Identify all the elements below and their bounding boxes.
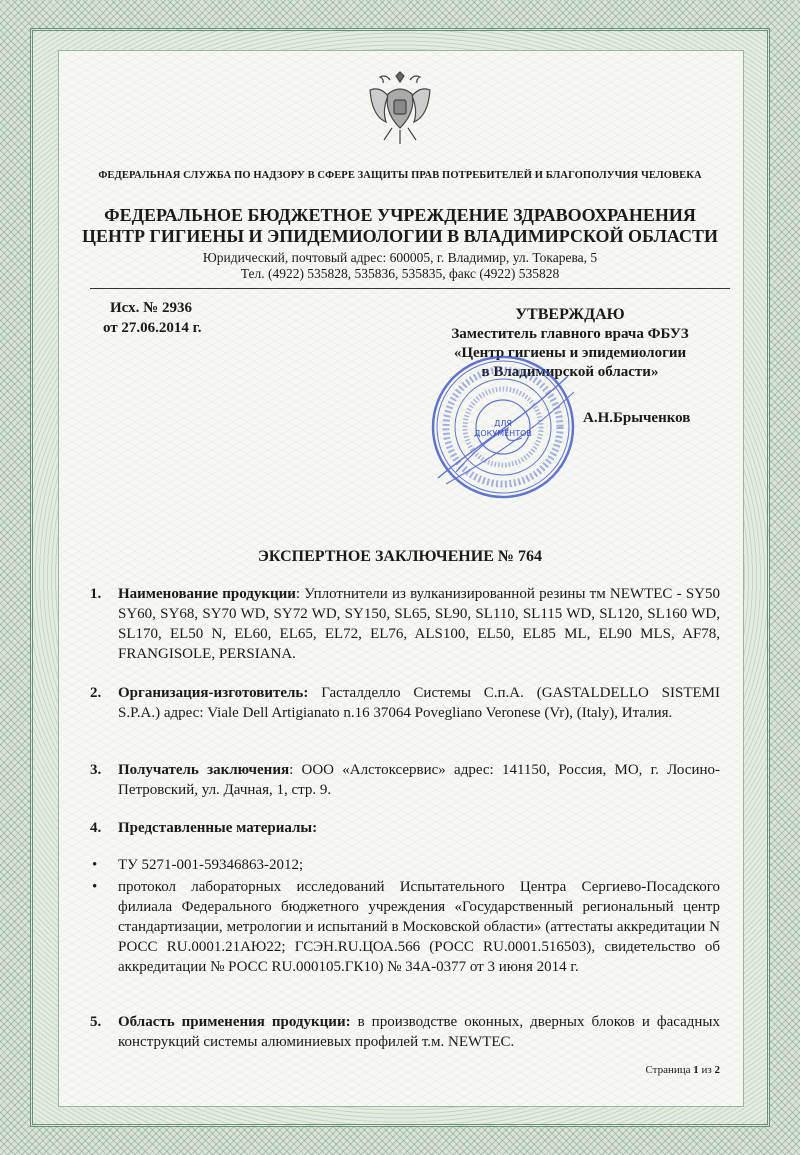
signer-name: А.Н.Брыченков: [583, 410, 691, 426]
stamp-text-bottom: ДОКУМЕНТОВ: [474, 429, 532, 438]
item-number: 1.: [90, 586, 102, 602]
list-item: [90, 855, 720, 875]
approval-title: УТВЕРЖДАЮ: [515, 306, 625, 323]
item-number: 3.: [90, 762, 102, 778]
item-manufacturer: [90, 683, 720, 723]
item-text: в производстве оконных, дверных блоков и фасадных конструкций системы алюминиевых профилей т.м. NEWTEC.: [118, 1014, 721, 1050]
double-headed-eagle-emblem-icon: [362, 68, 438, 150]
item-materials: [90, 818, 720, 838]
approval-line-1: Заместитель главного врача ФБУЗ: [451, 326, 689, 342]
item-text: : ООО «Алстоксервис» адрес: 141150, Россия, МО, г. Лосино-Петровский, ул. Дачная, 1, стр. 9.: [118, 762, 720, 798]
item-number: 4.: [90, 820, 102, 836]
item-label: Область применения продукции:: [118, 1014, 351, 1030]
header-divider: [90, 288, 730, 289]
institution-name-line-1: ФЕДЕРАЛЬНОЕ БЮДЖЕТНОЕ УЧРЕЖДЕНИЕ ЗДРАВООХРАНЕНИЯ: [104, 205, 696, 225]
item-recipient: [90, 760, 720, 800]
institution-name-line-2: ЦЕНТР ГИГИЕНЫ И ЭПИДЕМИОЛОГИИ В ВЛАДИМИРСКОЙ ОБЛАСТИ: [81, 226, 719, 246]
outgoing-date: от 27.06.2014 г.: [103, 320, 202, 336]
bullet-icon: •: [92, 857, 98, 873]
stamp-text-top: ДЛЯ: [494, 419, 512, 428]
bullet-icon: •: [92, 879, 98, 895]
item-label: Получатель заключения: [118, 762, 290, 778]
approval-line-2: «Центр гигиены и эпидемиологии: [453, 345, 687, 361]
outgoing-number: Исх. № 2936: [110, 300, 192, 316]
item-number: 2.: [90, 685, 102, 701]
material-text: ТУ 5271-001-59346863-2012;: [118, 857, 304, 873]
item-number: 5.: [90, 1014, 102, 1030]
institution-phones: Тел. (4922) 535828, 535836, 535835, факс (4922) 535828: [240, 266, 560, 281]
item-label: Представленные материалы:: [118, 820, 318, 836]
federal-service-name: ФЕДЕРАЛЬНАЯ СЛУЖБА ПО НАДЗОРУ В СФЕРЕ ЗАЩИТЫ ПРАВ ПОТРЕБИТЕЛЕЙ И БЛАГОПОЛУЧИЯ ЧЕЛОВЕКА: [98, 170, 702, 181]
item-text: : Уплотнители из вулканизированной резины тм NEWTEC - SY50 SY60, SY68, SY70 WD, SY72 WD, SY150, SL65, SL90, SL110, SL115 WD, SL120, SL160 WD, SL170, EL50 N, EL60, EL65, EL72, EL76, ALS100, EL50, EL85 ML, EL90 MLS, AF78, FRANGISOLE, PERSIANA.: [118, 586, 720, 662]
page-number: Страница 1 из 2: [645, 1064, 720, 1076]
item-label: Организация-изготовитель:: [118, 685, 309, 701]
material-text: протокол лабораторных исследований Испытательного Центра Сергиево-Посадского филиала Федерального бюджетного учреждения «Государственный региональный центр стандартизации, метрологии и испытаний в Московской области» (аттестаты аккредитации N РОСС RU.0001.21АЮ22; ГСЭН.RU.ЦОА.566 (РОСС RU.0001.516503), свидетельство об аккредитации № РОСС RU.000105.ГК10) № 34А-0377 от 3 июня 2014 г.: [118, 879, 720, 975]
approval-line-3: в Владимирской области»: [481, 364, 659, 380]
item-product-name: [90, 584, 720, 664]
item-label: Наименование продукции: [118, 586, 296, 602]
list-item: [90, 877, 720, 977]
item-text: Гасталделло Системы С.п.А. (GASTALDELLO SISTEMI S.P.A.) адрес: Viale Dell Artigianato n.16 37064 Povegliano Veronese (Vr), (Italy), Италия.: [118, 685, 720, 721]
document-title: ЭКСПЕРТНОЕ ЗАКЛЮЧЕНИЕ № 764: [258, 548, 542, 565]
institution-address: Юридический, почтовый адрес: 600005, г. Владимир, ул. Токарева, 5: [202, 250, 598, 265]
round-seal-stamp: [428, 352, 578, 502]
item-application-area: [90, 1012, 720, 1052]
